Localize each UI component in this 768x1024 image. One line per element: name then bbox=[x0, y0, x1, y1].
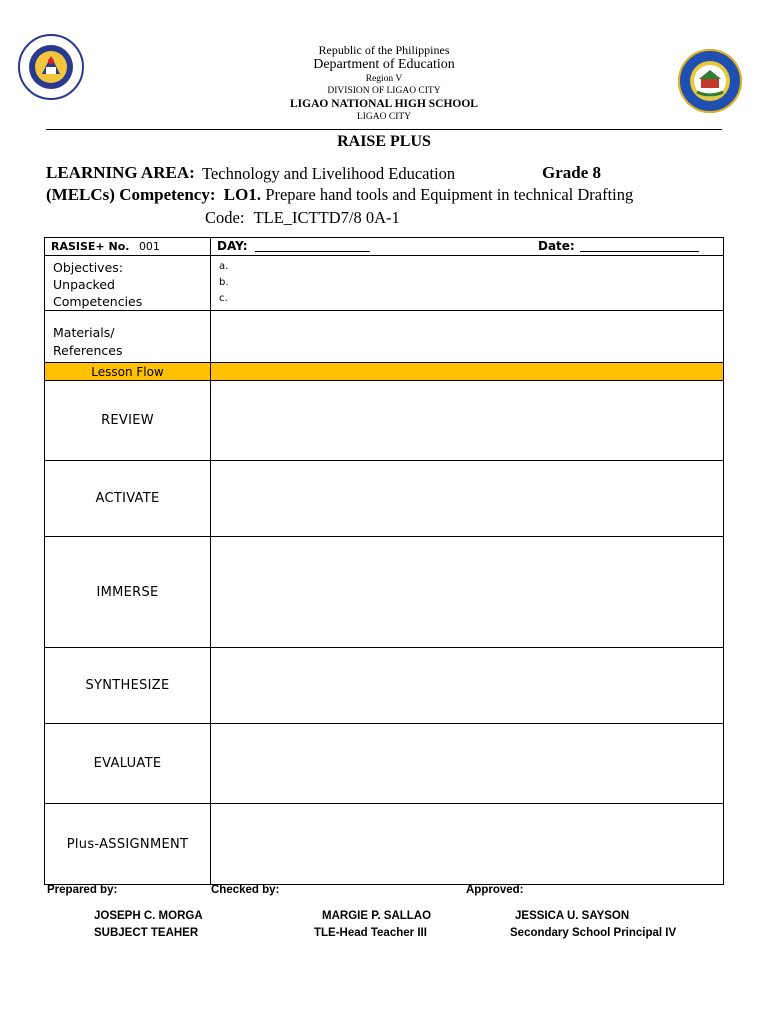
approved-title: Secondary School Principal IV bbox=[510, 927, 677, 939]
stage-content-immerse[interactable] bbox=[211, 537, 724, 648]
school-name: LIGAO NATIONAL HIGH SCHOOL bbox=[290, 98, 478, 110]
prepared-by-label: Prepared by: bbox=[47, 884, 118, 896]
prepared-name: JOSEPH C. MORGA bbox=[94, 910, 203, 922]
stage-row-immerse bbox=[45, 537, 724, 648]
code-line bbox=[205, 208, 400, 228]
document-title: RAISE PLUS bbox=[337, 133, 431, 150]
competency-text: Prepare hand tools and Equipment in technical Drafting bbox=[265, 185, 634, 204]
checked-name: MARGIE P. SALLAO bbox=[322, 910, 432, 922]
rasise-number: 001 bbox=[138, 240, 160, 253]
materials-row bbox=[45, 311, 724, 363]
stage-content-evaluate[interactable] bbox=[211, 724, 724, 804]
stage-label-evaluate: EVALUATE bbox=[45, 724, 211, 804]
learning-area-value: Technology and Livelihood Education bbox=[202, 164, 456, 183]
stage-row-activate bbox=[45, 461, 724, 537]
lesson-plan-table bbox=[44, 237, 724, 885]
references-label: References bbox=[53, 343, 123, 358]
stage-label-review: REVIEW bbox=[45, 381, 211, 461]
objectives-label-cell bbox=[45, 256, 211, 311]
competency-label: (MELCs) Competency: bbox=[46, 185, 216, 204]
date-label: Date: bbox=[538, 239, 575, 253]
competency-lo: LO1. bbox=[223, 185, 262, 204]
day-label: DAY: bbox=[217, 239, 248, 253]
region-line: Region V bbox=[365, 74, 403, 84]
objectives-label: Objectives: bbox=[53, 260, 123, 275]
lesson-flow-bar bbox=[211, 363, 724, 381]
day-date-cell bbox=[211, 238, 724, 256]
rasise-number-cell bbox=[45, 238, 211, 256]
stage-label-immerse: IMMERSE bbox=[45, 537, 211, 648]
unpacked-label: Unpacked bbox=[53, 277, 115, 292]
code-label: Code: bbox=[205, 208, 245, 227]
date-field[interactable] bbox=[580, 240, 699, 252]
competency-line bbox=[46, 185, 633, 205]
rasise-label: RASISE+ No. bbox=[51, 240, 130, 253]
stage-label-activate: ACTIVATE bbox=[45, 461, 211, 537]
objective-item-a: a. bbox=[219, 261, 229, 272]
stage-content-plus-assignment[interactable] bbox=[211, 804, 724, 885]
lesson-flow-label: Lesson Flow bbox=[45, 363, 211, 381]
stage-label-plus-assignment: Plus-ASSIGNMENT bbox=[45, 804, 211, 885]
materials-label: Materials/ bbox=[53, 325, 115, 340]
materials-content-cell[interactable] bbox=[211, 311, 724, 363]
competencies-label: Competencies bbox=[53, 294, 143, 309]
stage-content-synthesize[interactable] bbox=[211, 648, 724, 724]
checked-by-label: Checked by: bbox=[211, 884, 280, 896]
stage-row-synthesize bbox=[45, 648, 724, 724]
objective-item-c: c. bbox=[219, 293, 228, 304]
learning-area-label: LEARNING AREA: bbox=[46, 163, 195, 182]
stage-row-evaluate bbox=[45, 724, 724, 804]
objectives-row bbox=[45, 256, 724, 311]
stage-label-synthesize: SYNTHESIZE bbox=[45, 648, 211, 724]
prepared-title: SUBJECT TEAHER bbox=[94, 927, 199, 939]
republic-line: Republic of the Philippines bbox=[318, 43, 450, 57]
department-line: Department of Education bbox=[313, 57, 455, 72]
materials-label-cell bbox=[45, 311, 211, 363]
stage-content-activate[interactable] bbox=[211, 461, 724, 537]
header-divider bbox=[46, 129, 722, 130]
stage-row-review bbox=[45, 381, 724, 461]
objective-item-b: b. bbox=[219, 277, 229, 288]
division-line: DIVISION OF LIGAO CITY bbox=[327, 86, 441, 96]
approved-label: Approved: bbox=[466, 884, 524, 896]
objectives-content-cell[interactable] bbox=[211, 256, 724, 311]
day-field[interactable] bbox=[255, 240, 370, 252]
code-value: TLE_ICTTD7/8 0A-1 bbox=[253, 208, 400, 227]
approved-name: JESSICA U. SAYSON bbox=[515, 910, 630, 922]
city-line: LIGAO CITY bbox=[356, 112, 412, 122]
header-row bbox=[45, 238, 724, 256]
stage-row-plus-assignment bbox=[45, 804, 724, 885]
grade-label: Grade 8 bbox=[542, 163, 602, 182]
checked-title: TLE-Head Teacher III bbox=[314, 927, 427, 939]
lesson-flow-row bbox=[45, 363, 724, 381]
stage-content-review[interactable] bbox=[211, 381, 724, 461]
